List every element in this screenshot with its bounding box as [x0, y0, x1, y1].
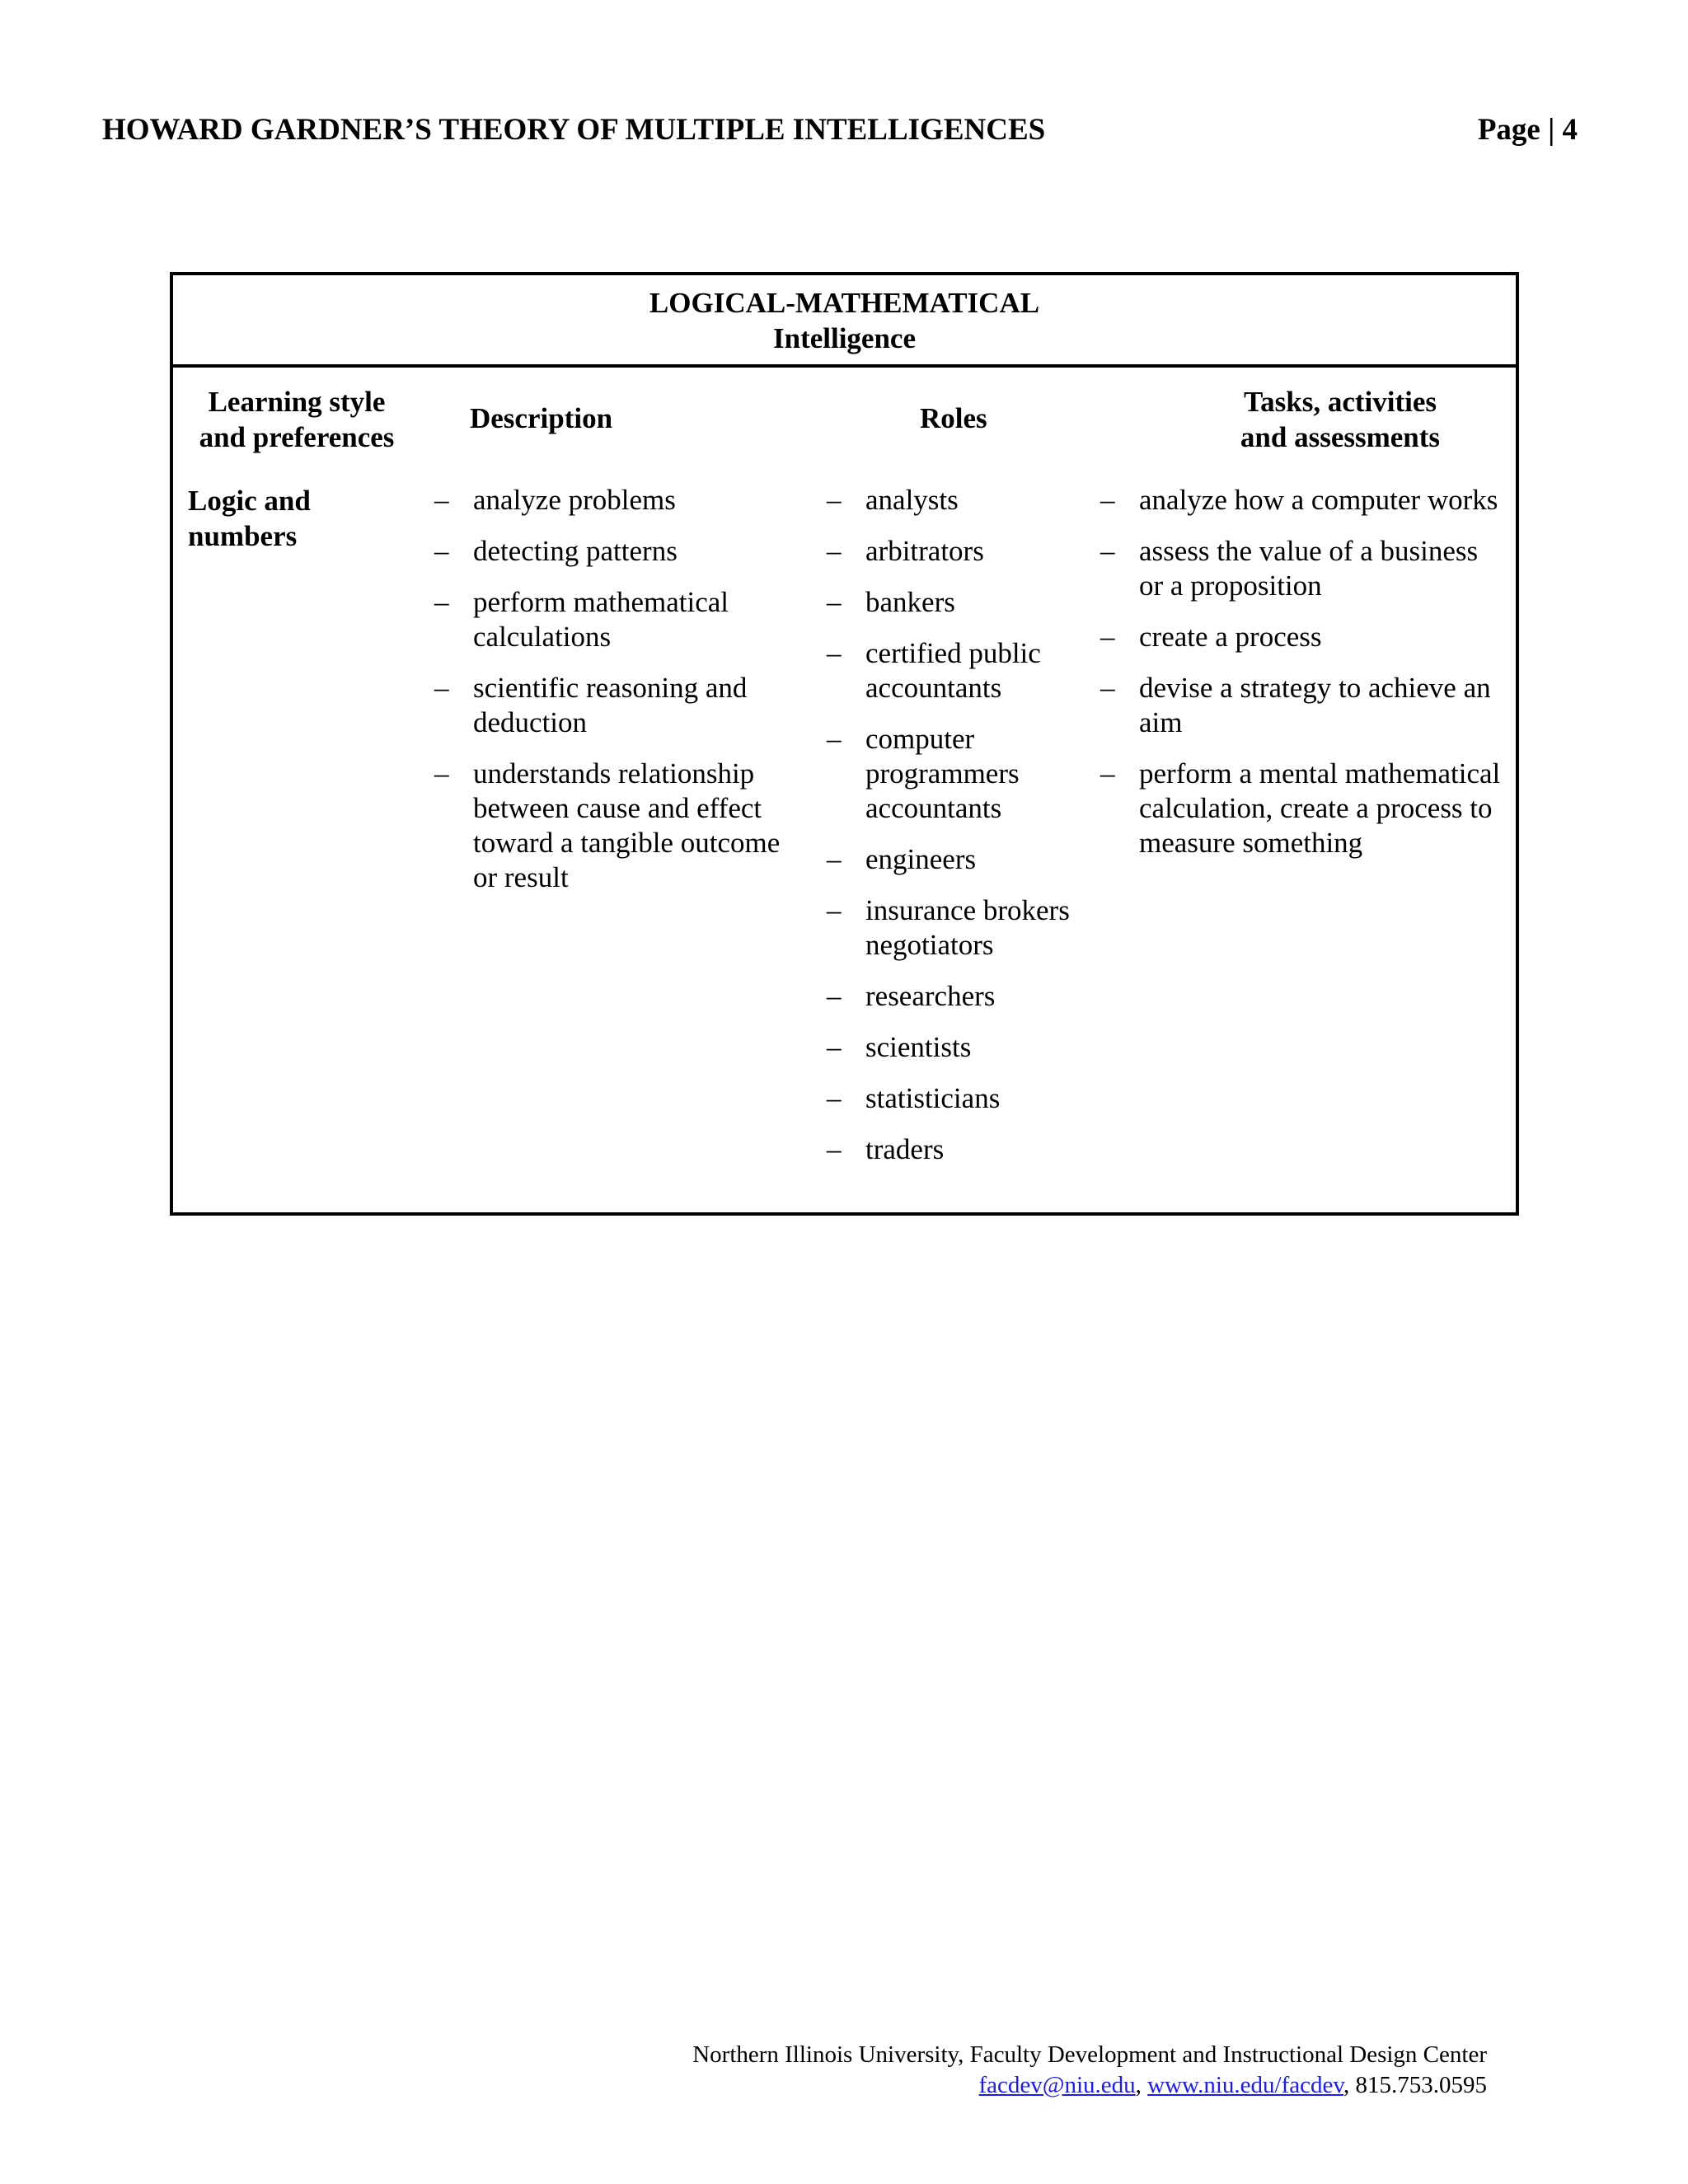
list-item: [434, 483, 805, 518]
table-title-main: LOGICAL-MATHEMATICAL: [649, 287, 1040, 319]
list-item: [434, 671, 805, 740]
dash-bullet: –: [827, 843, 842, 875]
column-header-learning-style: Learning style and preferences: [199, 386, 395, 453]
dash-bullet: –: [827, 637, 842, 669]
page-number: Page | 4: [1477, 113, 1578, 147]
roles-list: [827, 483, 1074, 1167]
footer-website-link[interactable]: www.niu.edu/facdev: [1147, 2072, 1343, 2098]
list-item-text: researchers: [865, 980, 996, 1012]
list-item: [1100, 483, 1504, 518]
table-title-sub: Intelligence: [772, 322, 917, 354]
list-item: [827, 842, 1074, 877]
dash-bullet: –: [827, 1133, 842, 1165]
footer-phone: , 815.753.0595: [1343, 2072, 1487, 2098]
footer-separator: ,: [1135, 2072, 1148, 2098]
footer-contact: [692, 2070, 1487, 2101]
page-footer: [692, 2040, 1487, 2101]
list-item: [1100, 671, 1504, 740]
list-item-text: analyze problems: [473, 484, 676, 516]
dash-bullet: –: [827, 1082, 842, 1114]
list-item: [434, 585, 805, 654]
column-header-tasks: Tasks, activities and assessments: [1240, 386, 1441, 453]
column-header-description: Description: [470, 402, 613, 434]
list-item: [827, 585, 1074, 620]
list-item-text: perform mathematical calculations: [473, 586, 729, 653]
description-list: [434, 483, 805, 895]
dash-bullet: –: [434, 672, 449, 704]
list-item-text: insurance brokers negotiators: [865, 894, 1070, 961]
page-header: [102, 112, 1578, 153]
dash-bullet: –: [827, 484, 842, 516]
list-item-text: computer programmers accountants: [865, 723, 1020, 824]
footer-institution: Northern Illinois University, Faculty Development and Instructional Design Center: [692, 2041, 1487, 2068]
dash-bullet: –: [434, 586, 449, 618]
list-item: [434, 534, 805, 569]
list-item: [1100, 757, 1504, 860]
list-item: [827, 636, 1074, 705]
dash-bullet: –: [434, 484, 449, 516]
list-item: [827, 722, 1074, 826]
list-item-text: arbitrators: [865, 535, 984, 567]
dash-bullet: –: [1100, 484, 1115, 516]
list-item-text: detecting patterns: [473, 535, 678, 567]
list-item: [827, 979, 1074, 1014]
list-item: [827, 483, 1074, 518]
list-item: [827, 1132, 1074, 1167]
list-item: [827, 534, 1074, 569]
list-item-text: create a process: [1139, 621, 1322, 653]
dash-bullet: –: [434, 757, 449, 790]
list-item-text: statisticians: [865, 1082, 1001, 1114]
dash-bullet: –: [827, 535, 842, 567]
list-item: [1100, 620, 1504, 654]
list-item-text: bankers: [865, 586, 955, 618]
table-title: [173, 275, 1516, 368]
dash-bullet: –: [1100, 672, 1115, 704]
dash-bullet: –: [827, 1031, 842, 1063]
learning-style-cell: Logic and numbers: [188, 485, 311, 552]
dash-bullet: –: [827, 586, 842, 618]
document-title: HOWARD GARDNER’S THEORY OF MULTIPLE INTELLIGENCES: [102, 113, 1046, 147]
dash-bullet: –: [827, 723, 842, 755]
list-item-text: certified public accountants: [865, 637, 1041, 704]
list-item-text: scientific reasoning and deduction: [473, 672, 748, 738]
intelligence-table: [170, 272, 1519, 1216]
dash-bullet: –: [434, 535, 449, 567]
tasks-list: [1100, 483, 1504, 860]
list-item-text: perform a mental mathematical calculation, create a process to measure something: [1139, 757, 1501, 859]
footer-email-link[interactable]: facdev@niu.edu: [978, 2072, 1136, 2098]
dash-bullet: –: [827, 980, 842, 1012]
list-item-text: analysts: [865, 484, 959, 516]
list-item-text: analyze how a computer works: [1139, 484, 1498, 516]
list-item-text: traders: [865, 1133, 945, 1165]
list-item: [1100, 534, 1504, 603]
list-item-text: scientists: [865, 1031, 972, 1063]
list-item-text: assess the value of a business or a proposition: [1139, 535, 1479, 602]
dash-bullet: –: [1100, 535, 1115, 567]
dash-bullet: –: [1100, 757, 1115, 790]
list-item: [827, 893, 1074, 963]
list-item: [434, 757, 805, 895]
list-item: [827, 1081, 1074, 1116]
list-item-text: engineers: [865, 843, 977, 875]
dash-bullet: –: [1100, 621, 1115, 653]
dash-bullet: –: [827, 894, 842, 926]
list-item: [827, 1030, 1074, 1065]
column-header-roles: Roles: [920, 402, 987, 434]
list-item-text: devise a strategy to achieve an aim: [1139, 672, 1491, 738]
list-item-text: understands relationship between cause and effect toward a tangible outcome or result: [473, 757, 781, 893]
